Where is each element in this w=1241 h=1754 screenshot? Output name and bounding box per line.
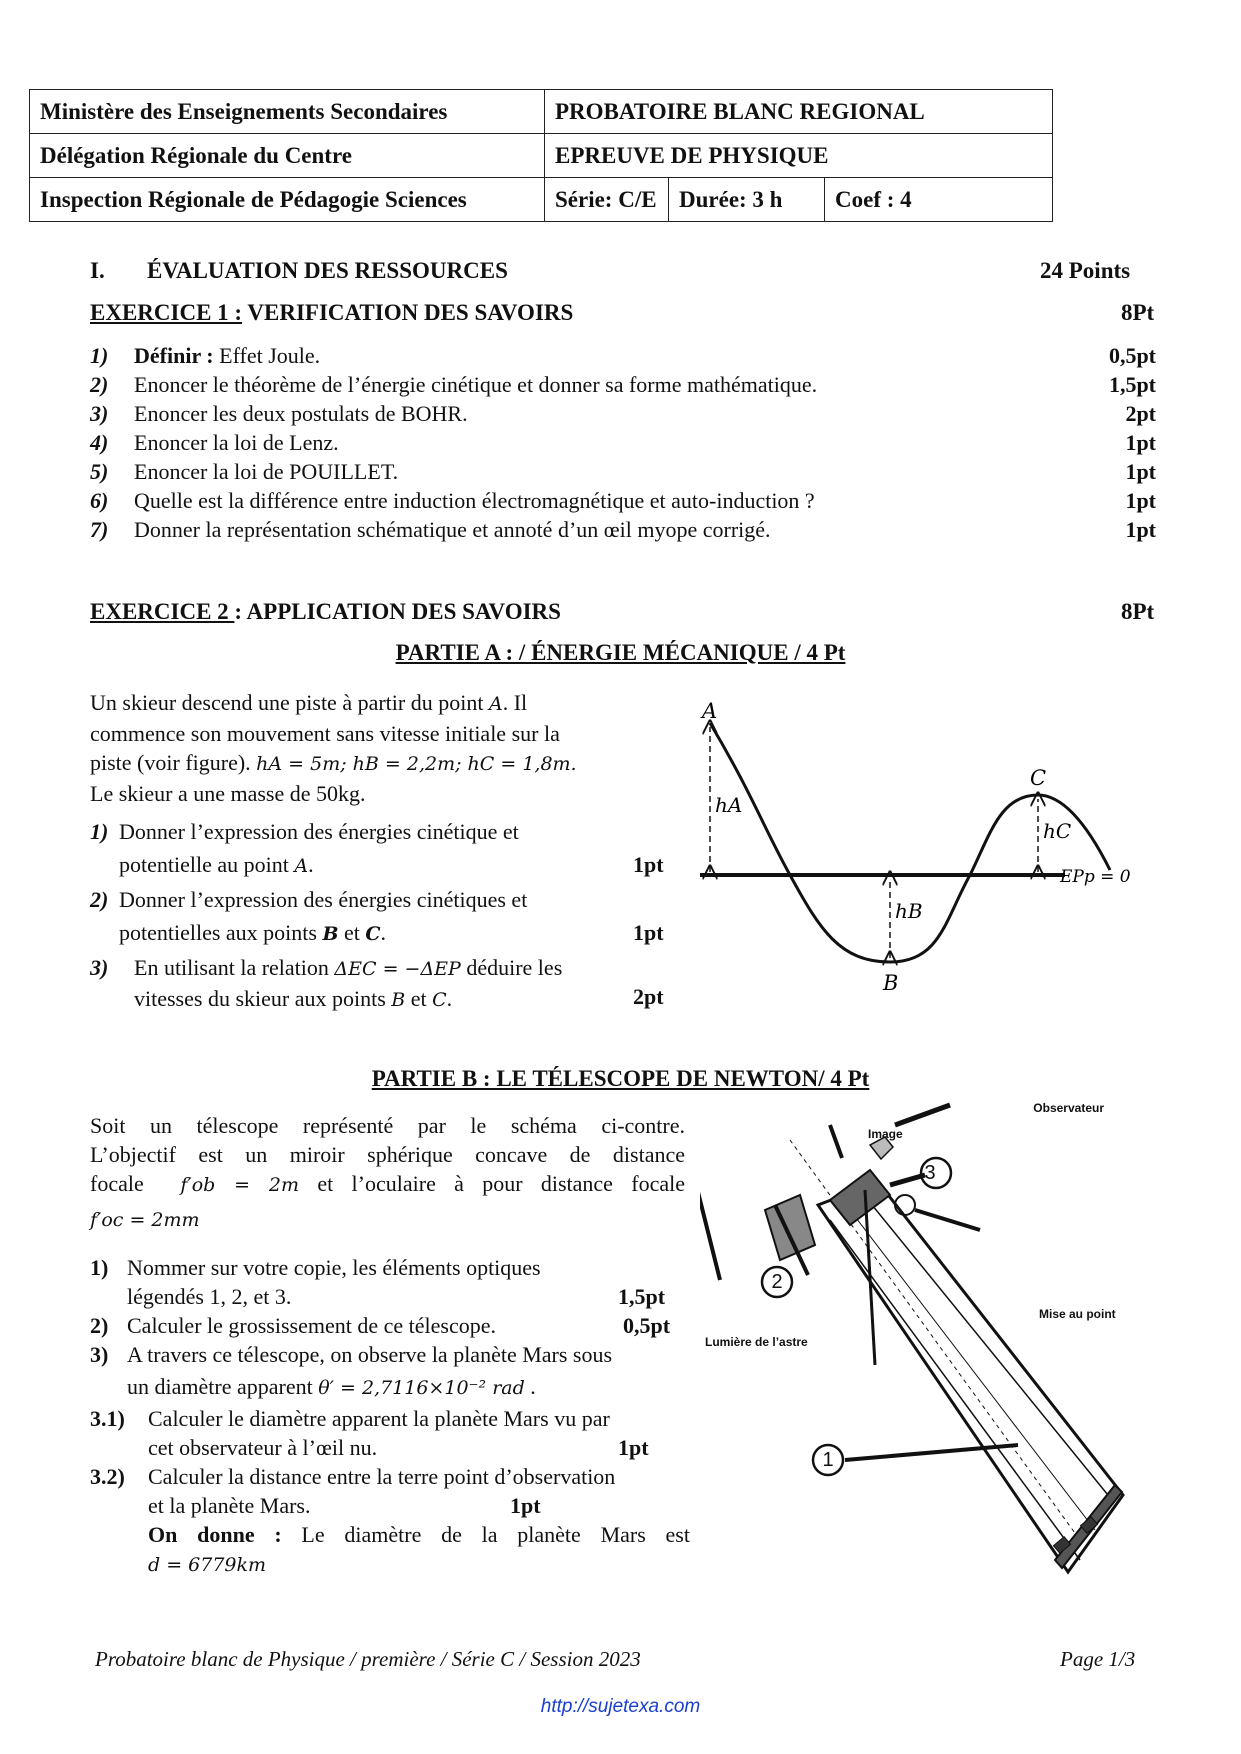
ex1-title: EXERCICE 1 : VERIFICATION DES SAVOIRS <box>90 300 574 325</box>
footer-link[interactable]: http://sujetexa.com <box>540 1696 701 1717</box>
partB-q31: 3.1) Calculer le diamètre apparent la planète Mars vu par cet observateur à l’œil nu. 1pt <box>90 1406 649 1460</box>
telescope-tube <box>818 1182 1123 1572</box>
partB-q2: 2) Calculer le grossissement de ce télescope. 0,5pt <box>90 1313 671 1338</box>
label-observateur: Observateur <box>1033 1101 1104 1115</box>
ministry: Ministère des Enseignements Secondaires <box>30 90 545 134</box>
section-number: I. <box>90 258 105 283</box>
partB-title: PARTIE B : LE TÉLESCOPE DE NEWTON/ 4 Pt <box>371 1066 870 1091</box>
partB-q3: 3) A travers ce télescope, on observe la planète Mars sous un diamètre apparent θ′ = 2,7116×10⁻² rad . <box>90 1342 613 1399</box>
ex2-title: EXERCICE 2 : APPLICATION DES SAVOIRS <box>90 599 561 624</box>
label-ref: EPp = 0 <box>1060 867 1131 887</box>
partA-intro: Un skieur descend une piste à partir du point A. Il commence son mouvement sans vitesse initiale sur la piste (voir figure). hA = 5m; hB = 2,2m; hC = 1,8m. Le skieur a une masse de 50kg. <box>90 690 577 806</box>
partA-title: PARTIE A : / ÉNERGIE MÉCANIQUE / 4 Pt <box>395 640 846 665</box>
ex1-item: 6) Quelle est la différence entre induction électromagnétique et auto-induction ? 1pt <box>90 488 1156 513</box>
serie: Série: C/E <box>545 178 669 222</box>
coef: Coef : 4 <box>825 178 1053 222</box>
ex1-item: 1) Définir : Effet Joule. 0,5pt <box>90 343 1156 368</box>
label-hA: hA <box>715 793 743 817</box>
label-2: 2 <box>771 1271 783 1293</box>
telescope-figure <box>700 1100 1140 1580</box>
label-image: Image <box>868 1127 903 1141</box>
partA-q1: 1) Donner l’expression des énergies cinétique et potentielle au point A. 1pt <box>90 819 664 877</box>
label-C: C <box>1030 766 1047 790</box>
ski-track-figure <box>690 700 1170 1000</box>
delegation: Délégation Régionale du Centre <box>30 134 545 178</box>
label-3: 3 <box>924 1162 936 1184</box>
header-table <box>29 89 1053 222</box>
partB-q1: 1) Nommer sur votre copie, les éléments optiques légendés 1, 2, et 3. 1,5pt <box>90 1255 666 1309</box>
partA-q2: 2) Donner l’expression des énergies cinétiques et potentielles aux points B et C. 1pt <box>90 887 664 945</box>
section-points: 24 Points <box>1040 258 1131 283</box>
label-A: A <box>702 700 718 723</box>
ex1-points: 8Pt <box>1121 300 1155 325</box>
secondary-mirror <box>765 1195 815 1260</box>
footer-page: Page 1/3 <box>1060 1647 1136 1671</box>
section-title: ÉVALUATION DES RESSOURCES <box>147 258 508 283</box>
exam-title: PROBATOIRE BLANC REGIONAL <box>545 90 1053 134</box>
label-1: 1 <box>822 1449 834 1471</box>
label-hB: hB <box>895 899 923 923</box>
partB-intro: Soit un télescope représenté par le schéma ci-contre. L’objectif est un miroir sphérique concave de distance focale f′ob = 2m et l’oculaire à pour distance focale f′oc = 2mm <box>90 1113 685 1231</box>
ex1-item: 5) Enoncer la loi de POUILLET. 1pt <box>90 459 1156 484</box>
ex1-item: 2) Enoncer le théorème de l’énergie cinétique et donner sa forme mathématique. 1,5pt <box>90 372 1156 397</box>
label-lumiere: Lumière de l’astre <box>705 1335 808 1349</box>
ex1-item: 4) Enoncer la loi de Lenz. 1pt <box>90 430 1156 455</box>
label-hC: hC <box>1043 819 1072 843</box>
label-B: B <box>883 971 899 995</box>
duree: Durée: 3 h <box>669 178 825 222</box>
ex1-item: 7) Donner la représentation schématique et annoté d’un œil myope corrigé. 1pt <box>90 517 1156 542</box>
ex2-points: 8Pt <box>1121 599 1155 624</box>
ex1-item: 3) Enoncer les deux postulats de BOHR. 2pt <box>90 401 1156 426</box>
inspection: Inspection Régionale de Pédagogie Sciences <box>30 178 545 222</box>
subject: EPREUVE DE PHYSIQUE <box>545 134 1053 178</box>
partB-q32: 3.2) Calculer la distance entre la terre point d’observation et la planète Mars. 1pt On donne : Le diamètre de la planète Mars est d = 6779km <box>90 1464 690 1576</box>
partA-q3: 3) En utilisant la relation ΔEC = −ΔEP déduire les vitesses du skieur aux points B et C. 2pt <box>90 955 664 1011</box>
footer-text: Probatoire blanc de Physique / première / Série C / Session 2023 <box>95 1647 641 1671</box>
label-mise-au-point: Mise au point <box>1039 1307 1116 1321</box>
